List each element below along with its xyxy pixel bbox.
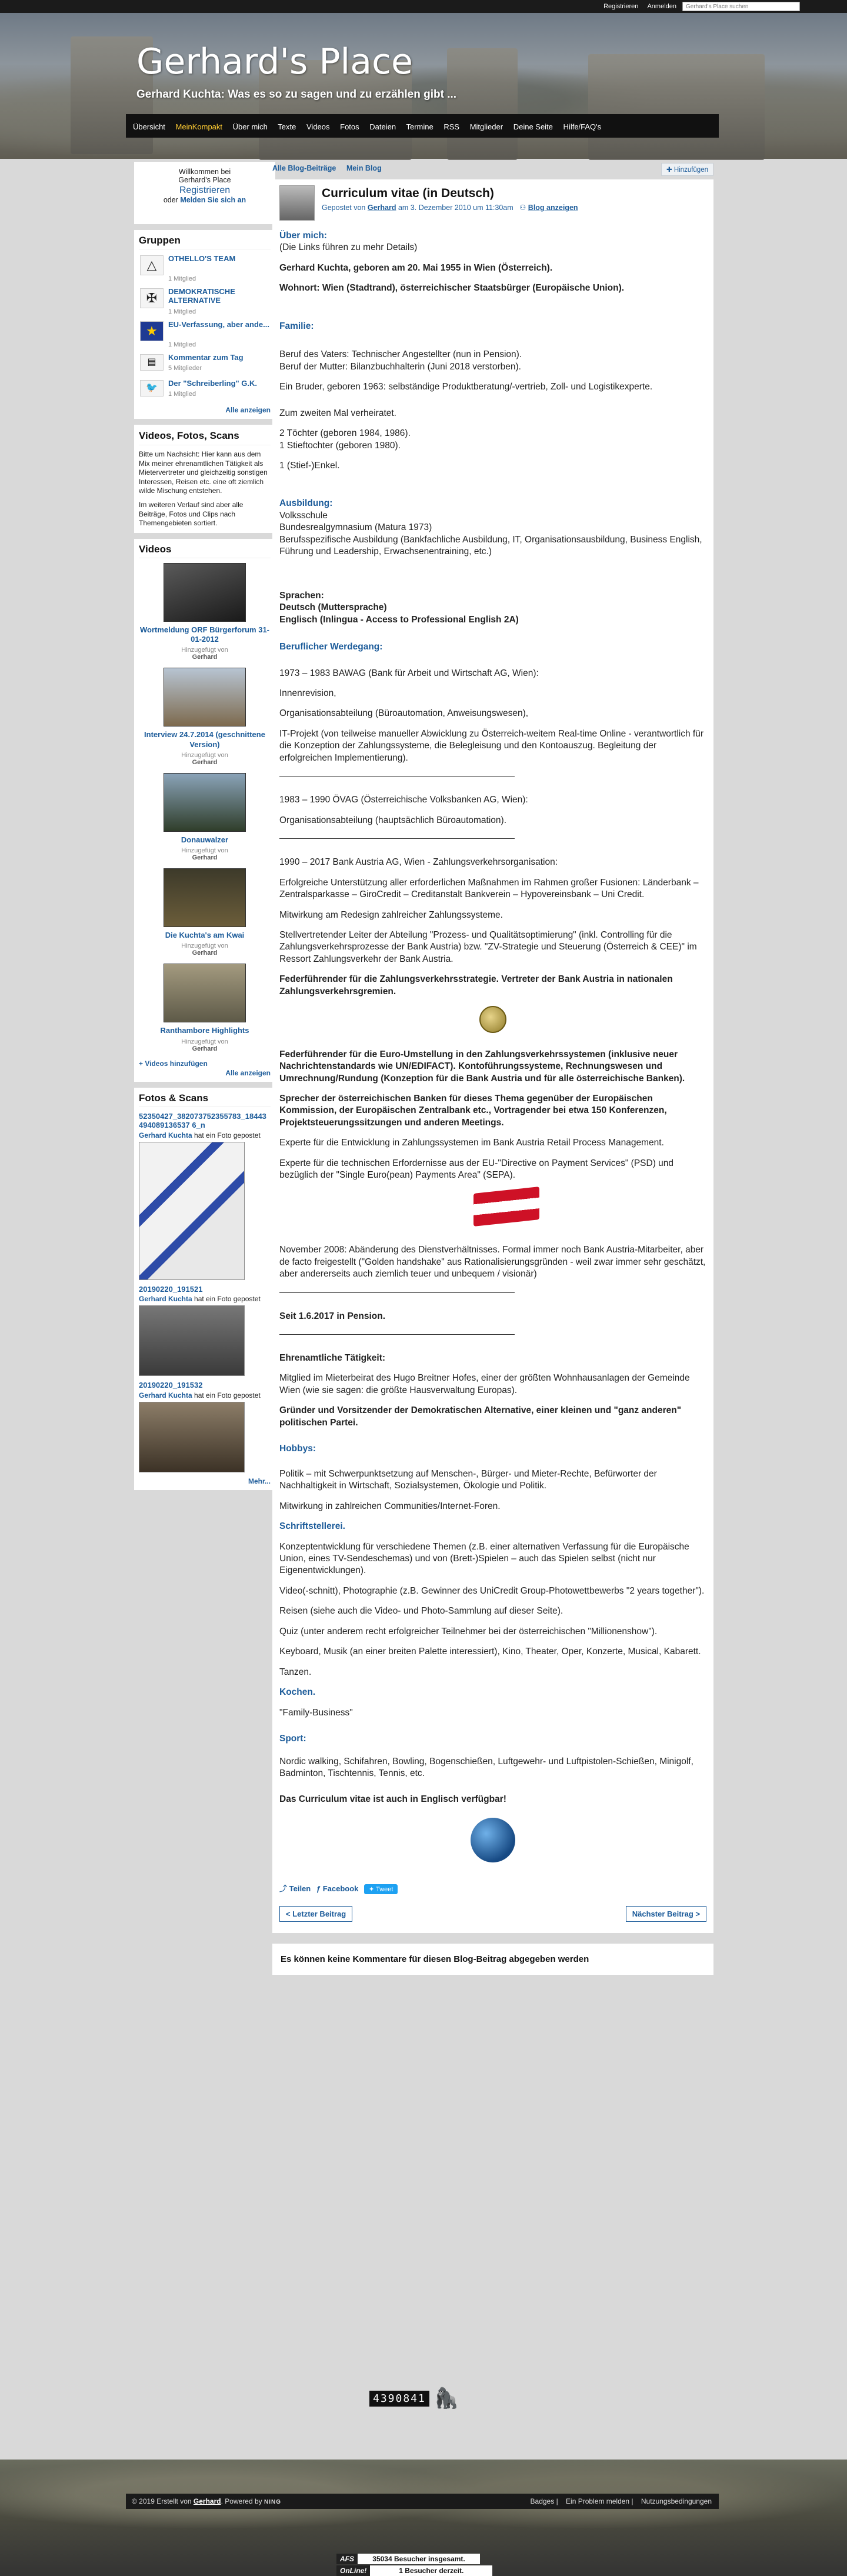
tweet-button[interactable] — [364, 1884, 398, 1894]
video-added-by — [139, 647, 271, 661]
posted-label: hat ein Foto gepostet — [194, 1391, 261, 1399]
body-text: Mitwirkung in zahlreichen Communities/Internet-Foren. — [279, 1501, 501, 1511]
photos-box — [134, 1088, 275, 1490]
body-text: Konzeptentwicklung für verschiedene Themen (z.B. einer alternativen Verfassung für die Europäische Union, eines TV-Sendeschemas) und von (Brett-)Spielen – auch das Spielen selbst (nicht nur Eigenentwicklungen). — [279, 1541, 689, 1576]
group-name[interactable]: EU-Verfassung, aber ande... — [168, 320, 269, 329]
visitor-stats-online — [336, 2565, 513, 2576]
body-text: "Family-Business" — [279, 1707, 353, 1718]
photo-author[interactable]: Gerhard Kuchta — [139, 1131, 192, 1139]
post-meta — [322, 203, 578, 212]
video-added-by — [139, 1038, 271, 1052]
stats-value: 35034 Besucher insgesamt. — [358, 2554, 480, 2564]
video-thumbnail[interactable] — [164, 668, 246, 727]
my-blog-link[interactable]: Mein Blog — [346, 164, 382, 172]
body-text: Deutsch (Muttersprache) — [279, 602, 387, 613]
next-post-button[interactable]: Nächster Beitrag > — [626, 1906, 706, 1922]
info-paragraph: Im weiteren Verlauf sind aber alle Beiträge, Fotos und Clips nach Themengebieten sortiert. — [139, 501, 244, 528]
previous-post-button[interactable]: < Letzter Beitrag — [279, 1906, 352, 1922]
info-paragraph: Bitte um Nachsicht: Hier kann aus dem Mix meiner ehrenamtlichen Tätigkeit als Mietervertreter und gleichzeitig sonstigen Interessen, Reisen etc. eine oft ziemlich wilde Mischung entstehen. — [139, 450, 268, 495]
post-title: Curriculum vitae (in Deutsch) — [322, 186, 494, 200]
nav-item-uebersicht[interactable]: Übersicht — [133, 122, 165, 131]
group-item[interactable] — [139, 254, 271, 285]
body-text: Berufsspezifische Ausbildung (Bankfachliche Ausbildung, IT, Organisationsausbildung, Business English, Führung und Leadership, Erwachsenentraining, etc.) — [279, 534, 702, 557]
triangle-icon: △ — [140, 255, 164, 275]
sepa-flag-image — [473, 1190, 706, 1227]
body-text: Bundesrealgymnasium (Matura 1973) — [279, 522, 432, 533]
photo-item[interactable] — [139, 1112, 271, 1280]
footer-links: Badges | Ein Problem melden | Nutzungsbedingungen — [530, 2497, 712, 2505]
body-text: Politik – mit Schwerpunktsetzung auf Menschen-, Bürger- und Mieter-Rechte, Befürworter der Nachhaltigkeit in Wirtschaft, Sozialsystemen, Ökologie und Politik. — [279, 1468, 657, 1491]
added-by-label: Hinzugefügt von — [181, 847, 228, 855]
divider — [279, 1292, 515, 1293]
videos-show-all-link[interactable]: Alle anzeigen — [225, 1068, 271, 1077]
group-member-count: 1 Mitglied — [168, 341, 196, 348]
body-text: Federführender für die Zahlungsverkehrsstrategie. Vertreter der Bank Austria in nationalen Zahlungsverkehrsgremien. — [279, 974, 673, 997]
body-text: Wohnort: Wien (Stadtrand), österreichischer Staatsbürger (Europäische Union). — [279, 283, 625, 294]
body-text: Federführender für die Euro-Umstellung in den Zahlungsverkehrssystemen (inklusive neuer Nachrichtenstandards wie UN/EDIFACT). Kontoführungssysteme, Rechnungswesen und Umrechnung/Rundung (Konzeption für die Bank Austria und für alle österreichische Banken). — [279, 1049, 685, 1084]
body-text: Beruf der Mutter: Bilanzbuchhalterin (Juni 2018 verstorben). — [279, 361, 521, 372]
video-title[interactable]: Donauwalzer — [181, 835, 229, 844]
body-text: Stellvertretender Leiter der Abteilung "Prozess- und Qualitätsoptimierung" (inkl. Controlling für die Zahlungsverkehrsprozesse der Bank Austria) bzw. "ZV-Strategie und Steuerung (Österreich & CEE)" im Ressort Zahlungsverkehr der Bank Austria. — [279, 929, 697, 964]
author-avatar[interactable] — [279, 185, 315, 221]
section-heading: Hobbys: — [279, 1444, 316, 1454]
post-header — [279, 185, 706, 218]
video-item[interactable] — [139, 668, 271, 766]
share-bar — [279, 1882, 706, 1894]
body-text: Experte für die technischen Erfordernisse aus der EU-"Directive on Payment Services" (PSD) und bezüglich der "Single Euro(pean) Payments Area" (SEPA). — [279, 1158, 674, 1181]
videos-box — [134, 539, 275, 1082]
video-author[interactable]: Gerhard — [192, 854, 218, 862]
blog-icon: ⚇ — [519, 204, 526, 212]
section-heading: Ehrenamtliche Tätigkeit: — [279, 1353, 386, 1364]
body-text: Erfolgreiche Unterstützung aller erforderlichen Maßnahmen im Rahmen großer Fusionen: Länderbank – Zentralsparkasse – GiroCredit – Creditanstalt Bankverein – Hypovereinsbank – Uni Credit. — [279, 877, 699, 900]
nav-item-rss[interactable]: RSS — [443, 122, 460, 131]
body-text: Zum zweiten Mal verheiratet. — [279, 408, 396, 418]
powered-by-label: Powered by — [225, 2497, 262, 2505]
add-videos-link[interactable]: + Videos hinzufügen — [139, 1059, 208, 1068]
group-item[interactable] — [139, 379, 271, 402]
nav-item-meinkompakt[interactable]: MeinKompakt — [175, 122, 223, 131]
groups-show-all-link[interactable]: Alle anzeigen — [225, 406, 271, 414]
section-heading: Sport: — [279, 1734, 306, 1744]
footer-author-link[interactable]: Gerhard — [193, 2497, 221, 2505]
group-item[interactable] — [139, 320, 271, 351]
login-link[interactable]: Anmelden — [647, 3, 676, 10]
added-by-label: Hinzugefügt von — [181, 1038, 228, 1045]
body-text: Volksschule — [279, 510, 328, 521]
globe-image[interactable] — [279, 1818, 706, 1866]
body-text: 1990 – 2017 Bank Austria AG, Wien - Zahlungsverkehrsorganisation: — [279, 857, 558, 868]
posted-label: hat ein Foto gepostet — [194, 1295, 261, 1304]
photo-posted-by — [139, 1295, 271, 1303]
cooking-link[interactable]: Kochen. — [279, 1687, 316, 1698]
account-links — [596, 3, 676, 10]
eu-flag-icon: ★ — [140, 321, 164, 341]
body-text: (Die Links führen zu mehr Details) — [279, 242, 418, 253]
photo-author[interactable]: Gerhard Kuchta — [139, 1295, 192, 1304]
body-text: Keyboard, Musik (an einer breiten Palette interessiert), Kino, Theater, Oper, Konzerte, Musical, Kabarett. — [279, 1647, 701, 1657]
body-text: Beruf des Vaters: Technischer Angestellter (nun in Pension). — [279, 349, 522, 360]
coin-emblem-image — [279, 1006, 706, 1037]
left-sidebar — [134, 162, 275, 1496]
photos-more-link[interactable]: Mehr... — [248, 1477, 271, 1485]
body-text: Experte für die Entwicklung in Zahlungssystemen im Bank Austria Retail Process Management. — [279, 1138, 664, 1148]
visitor-stats-total — [336, 2554, 513, 2564]
facebook-label: Facebook — [322, 1884, 359, 1894]
top-utility-bar — [0, 0, 847, 13]
welcome-line-2: Gerhard's Place — [178, 176, 231, 184]
body-text: Reisen (siehe auch die Video- und Photo-Sammlung auf dieser Seite). — [279, 1606, 563, 1617]
group-member-count: 1 Mitglied — [168, 391, 196, 398]
twitter-icon: ✦ — [369, 1886, 376, 1894]
share-label: Teilen — [289, 1884, 311, 1894]
video-title[interactable]: Wortmeldung ORF Bürgerforum 31-01-2012 — [139, 625, 270, 644]
video-author[interactable]: Gerhard — [192, 949, 218, 957]
gorilla-icon: 🦍 — [433, 2387, 459, 2410]
stonehenge-stone-graphic — [588, 54, 765, 160]
photos-heading: Fotos & Scans — [139, 1092, 271, 1107]
group-member-count: 5 Mitglieder — [168, 365, 202, 372]
view-blog-link[interactable]: Blog anzeigen — [528, 204, 578, 212]
nav-item-termine[interactable]: Termine — [406, 122, 433, 131]
group-item[interactable] — [139, 287, 271, 318]
site-subtitle: Gerhard Kuchta: Was es so zu sagen und zu erzählen gibt ... — [136, 88, 457, 101]
comments-disabled-notice: Es können keine Kommentare für diesen Blog-Beitrag abgegeben werden — [272, 1944, 713, 1975]
register-link-sidebar[interactable]: Registrieren — [179, 185, 231, 195]
video-item[interactable] — [139, 773, 271, 861]
added-by-label: Hinzugefügt von — [181, 942, 228, 950]
divider — [279, 776, 515, 777]
body-text: Organisationsabteilung (hauptsächlich Büroautomation). — [279, 815, 507, 825]
section-heading: Über mich: — [279, 231, 327, 241]
photo-thumbnail[interactable] — [139, 1305, 245, 1376]
site-header — [0, 13, 847, 159]
nav-item-deine-seite[interactable]: Deine Seite — [513, 122, 553, 131]
photo-thumbnail[interactable] — [139, 1402, 245, 1472]
facebook-share-button[interactable] — [316, 1884, 359, 1893]
share-icon: ⤴ — [279, 1884, 289, 1894]
search-input[interactable] — [682, 2, 800, 11]
copyright: © 2019 — [132, 2497, 155, 2505]
post-date: am 3. Dezember 2010 um 11:30am — [398, 204, 513, 212]
share-button[interactable] — [279, 1884, 311, 1893]
video-thumbnail[interactable] — [164, 964, 246, 1022]
body-text: Sprecher der österreichischen Banken für dieses Thema gegenüber der Europäischen Kommission, der Europäischen Zentralbank etc., Vortragender bei etwa 150 Konferenzen, Projektsteuerungssitzungen und anderen Meetings. — [279, 1094, 667, 1128]
blog-breadcrumb — [272, 162, 713, 179]
divider — [279, 838, 515, 839]
site-footer — [0, 2460, 847, 2576]
group-name[interactable]: Kommentar zum Tag — [168, 353, 244, 362]
welcome-line-1: Willkommen bei — [178, 168, 231, 176]
writing-link[interactable]: Schriftstellerei. — [279, 1521, 345, 1532]
nav-item-texte[interactable]: Texte — [278, 122, 296, 131]
info-box — [134, 425, 275, 533]
body-text: Innenrevision, — [279, 688, 336, 698]
video-thumbnail[interactable] — [164, 563, 246, 622]
video-author[interactable]: Gerhard — [192, 654, 218, 661]
added-by-label: Hinzugefügt von — [181, 751, 228, 759]
footer-bar: © 2019 Erstellt von Gerhard. Powered by NING Badges | Ein Problem melden | Nutzungsbedingungen — [126, 2494, 719, 2509]
body-text: 1 (Stief-)Enkel. — [279, 460, 340, 471]
photo-thumbnail[interactable] — [139, 1142, 245, 1280]
english-version-text[interactable]: Das Curriculum vitae ist auch in Englisch verfügbar! — [279, 1794, 506, 1805]
body-text: Englisch (Inlingua - Access to Professional English 2A) — [279, 614, 519, 625]
register-link[interactable]: Registrieren — [603, 3, 639, 10]
video-item[interactable] — [139, 868, 271, 957]
stats-value: 1 Besucher derzeit. — [370, 2565, 492, 2576]
section-heading: Beruflicher Werdegang: — [279, 642, 383, 652]
body-text: 1983 – 1990 ÖVAG (Österreichische Volksbanken AG, Wien): — [279, 795, 528, 805]
body-text: Seit 1.6.2017 in Pension. — [279, 1311, 386, 1321]
plus-icon: ✚ — [666, 166, 674, 174]
group-name[interactable]: DEMOKRATISCHE ALTERNATIVE — [168, 287, 235, 305]
body-text: Mitglied im Mieterbeirat des Hugo Breitner Hofes, einer der größten Wohnhausanlagen der Gemeinde Wien (wie sie sagen: die größte Hausverwaltung Europas). — [279, 1373, 690, 1395]
newspaper-icon: ▤ — [140, 354, 164, 371]
add-post-label: Hinzufügen — [673, 166, 708, 174]
video-added-by — [139, 942, 271, 957]
nav-item-mitglieder[interactable]: Mitglieder — [469, 122, 503, 131]
site-title[interactable]: Gerhard's Place — [136, 41, 413, 82]
stonehenge-stone-graphic — [447, 48, 518, 160]
section-heading: Ausbildung: — [279, 498, 333, 509]
nav-item-ueber-mich[interactable]: Über mich — [232, 122, 268, 131]
main-navigation — [126, 114, 719, 138]
video-added-by — [139, 847, 271, 861]
posted-by-label: Gepostet von — [322, 204, 366, 212]
welcome-box — [134, 162, 275, 224]
body-text: 2 Töchter (geboren 1984, 1986). — [279, 428, 411, 439]
divider — [279, 1334, 515, 1335]
body-text: Quiz (unter anderem recht erfolgreicher Teilnehmer bei der österreichischen "Millionenshow"). — [279, 1626, 658, 1637]
video-thumbnail[interactable] — [164, 868, 246, 927]
post-pager — [279, 1906, 706, 1925]
all-blog-posts-link[interactable]: Alle Blog-Beiträge — [272, 164, 336, 172]
photo-item[interactable] — [139, 1381, 271, 1472]
video-author[interactable]: Gerhard — [192, 1045, 218, 1052]
video-author[interactable]: Gerhard — [192, 758, 218, 766]
created-by-label: Erstellt von — [156, 2497, 192, 2505]
photo-title[interactable]: 52350427_382073752355783_18443494089136537 6_n — [139, 1111, 266, 1130]
group-member-count: 1 Mitglied — [168, 275, 196, 282]
groups-heading: Gruppen — [139, 235, 271, 249]
or-text: oder — [163, 196, 178, 204]
groups-box — [134, 230, 275, 419]
video-title[interactable]: Interview 24.7.2014 (geschnittene Version) — [144, 730, 265, 749]
photo-item[interactable] — [139, 1285, 271, 1377]
body-text: 1 Stieftochter (geboren 1980). — [279, 440, 401, 451]
body-text: IT-Projekt (von teilweise manueller Abwicklung zu Österreich-weitem Real-time Online - verantwortlich für die Konzeption der Zahlungssysteme, die Belegleisung und den Kontoauszug. Begleitung der erfolgreichen Implementierung). — [279, 728, 704, 763]
body-text: Video(-schnitt), Photographie (z.B. Gewinner des UniCredit Group-Photowettbewerbs "2 years together"). — [279, 1585, 705, 1596]
group-item[interactable] — [139, 353, 271, 376]
video-added-by — [139, 752, 271, 766]
ning-logo[interactable]: NING — [264, 2499, 281, 2505]
body-text: Mitwirkung am Redesign zahlreicher Zahlungssysteme. — [279, 909, 503, 920]
facebook-icon: ƒ — [316, 1884, 323, 1894]
body-text: Tanzen. — [279, 1667, 312, 1677]
visitor-counter — [369, 2385, 459, 2411]
video-item[interactable] — [139, 964, 271, 1052]
photo-author[interactable]: Gerhard Kuchta — [139, 1391, 192, 1399]
photo-title[interactable]: 20190220_191532 — [139, 1381, 203, 1390]
video-title[interactable]: Ranthambore Highlights — [160, 1026, 249, 1035]
add-post-button[interactable] — [661, 163, 713, 176]
body-text: 1973 – 1983 BAWAG (Bank für Arbeit und Wirtschaft AG, Wien): — [279, 668, 539, 678]
photo-posted-by — [139, 1391, 271, 1399]
body-text: Gerhard Kuchta, geboren am 20. Mai 1955 in Wien (Österreich). — [279, 262, 553, 273]
badges-link[interactable]: Badges — [530, 2497, 555, 2505]
group-name[interactable]: Der "Schreiberling" G.K. — [168, 379, 258, 388]
body-text: Nordic walking, Schifahren, Bowling, Bogenschießen, Luftgewehr- und Luftpistolen-Schießen, Minigolf, Badminton, Tischtennis, Tennis, etc. — [279, 1756, 693, 1778]
post-author-link[interactable]: Gerhard — [367, 204, 396, 212]
photo-posted-by — [139, 1131, 271, 1139]
login-link-sidebar[interactable]: Melden Sie sich an — [180, 196, 246, 204]
section-heading: Sprachen: — [279, 590, 324, 601]
counter-digits: 4390841 — [369, 2391, 429, 2407]
section-heading: Familie: — [279, 321, 314, 331]
stats-label: AFS — [336, 2554, 358, 2564]
video-thumbnail[interactable] — [164, 773, 246, 832]
nav-item-dateien[interactable]: Dateien — [369, 122, 396, 131]
tweet-label: Tweet — [376, 1886, 394, 1894]
bird-icon: 🐦 — [140, 380, 164, 396]
info-heading: Videos, Fotos, Scans — [139, 429, 271, 445]
heraldic-eagle-icon: ✠ — [140, 288, 164, 308]
nav-item-fotos[interactable]: Fotos — [340, 122, 359, 131]
report-problem-link[interactable]: Ein Problem melden — [566, 2497, 630, 2505]
stats-label: OnLine! — [336, 2565, 370, 2576]
post-body — [279, 218, 706, 1866]
group-name[interactable]: OTHELLO'S TEAM — [168, 254, 236, 263]
video-item[interactable] — [139, 563, 271, 661]
videos-heading: Videos — [139, 544, 271, 558]
body-text: Gründer und Vorsitzender der Demokratischen Alternative, einer kleinen und "ganz anderen" politischen Partei. — [279, 1405, 682, 1428]
blog-post — [272, 179, 713, 1933]
video-title[interactable]: Die Kuchta's am Kwai — [165, 931, 245, 940]
added-by-label: Hinzugefügt von — [181, 647, 228, 654]
login-line — [139, 196, 271, 204]
body-text: November 2008: Abänderung des Dienstverhältnisses. Formal immer noch Bank Austria-Mitarbeiter, aber de facto freigestellt ("Golden handshake" aus Rationalisierungsgründen - weil zwar immer sehr geschätzt, aber andererseits auch ziemlich teuer und unbequem / visionär) — [279, 1245, 706, 1279]
body-text: Organisationsabteilung (Büroautomation, Anweisungswesen), — [279, 708, 529, 719]
group-member-count: 1 Mitglied — [168, 308, 196, 315]
photo-title[interactable]: 20190220_191521 — [139, 1284, 203, 1294]
terms-link[interactable]: Nutzungsbedingungen — [641, 2497, 712, 2505]
nav-item-hilfe-faq[interactable]: Hilfe/FAQ's — [563, 122, 602, 131]
main-content — [272, 162, 713, 1975]
posted-label: hat ein Foto gepostet — [194, 1131, 261, 1139]
nav-item-videos[interactable]: Videos — [306, 122, 330, 131]
body-text: Ein Bruder, geboren 1963: selbständige Produktberatung/-vertrieb, Zoll- und Logistikexperte. — [279, 382, 653, 392]
